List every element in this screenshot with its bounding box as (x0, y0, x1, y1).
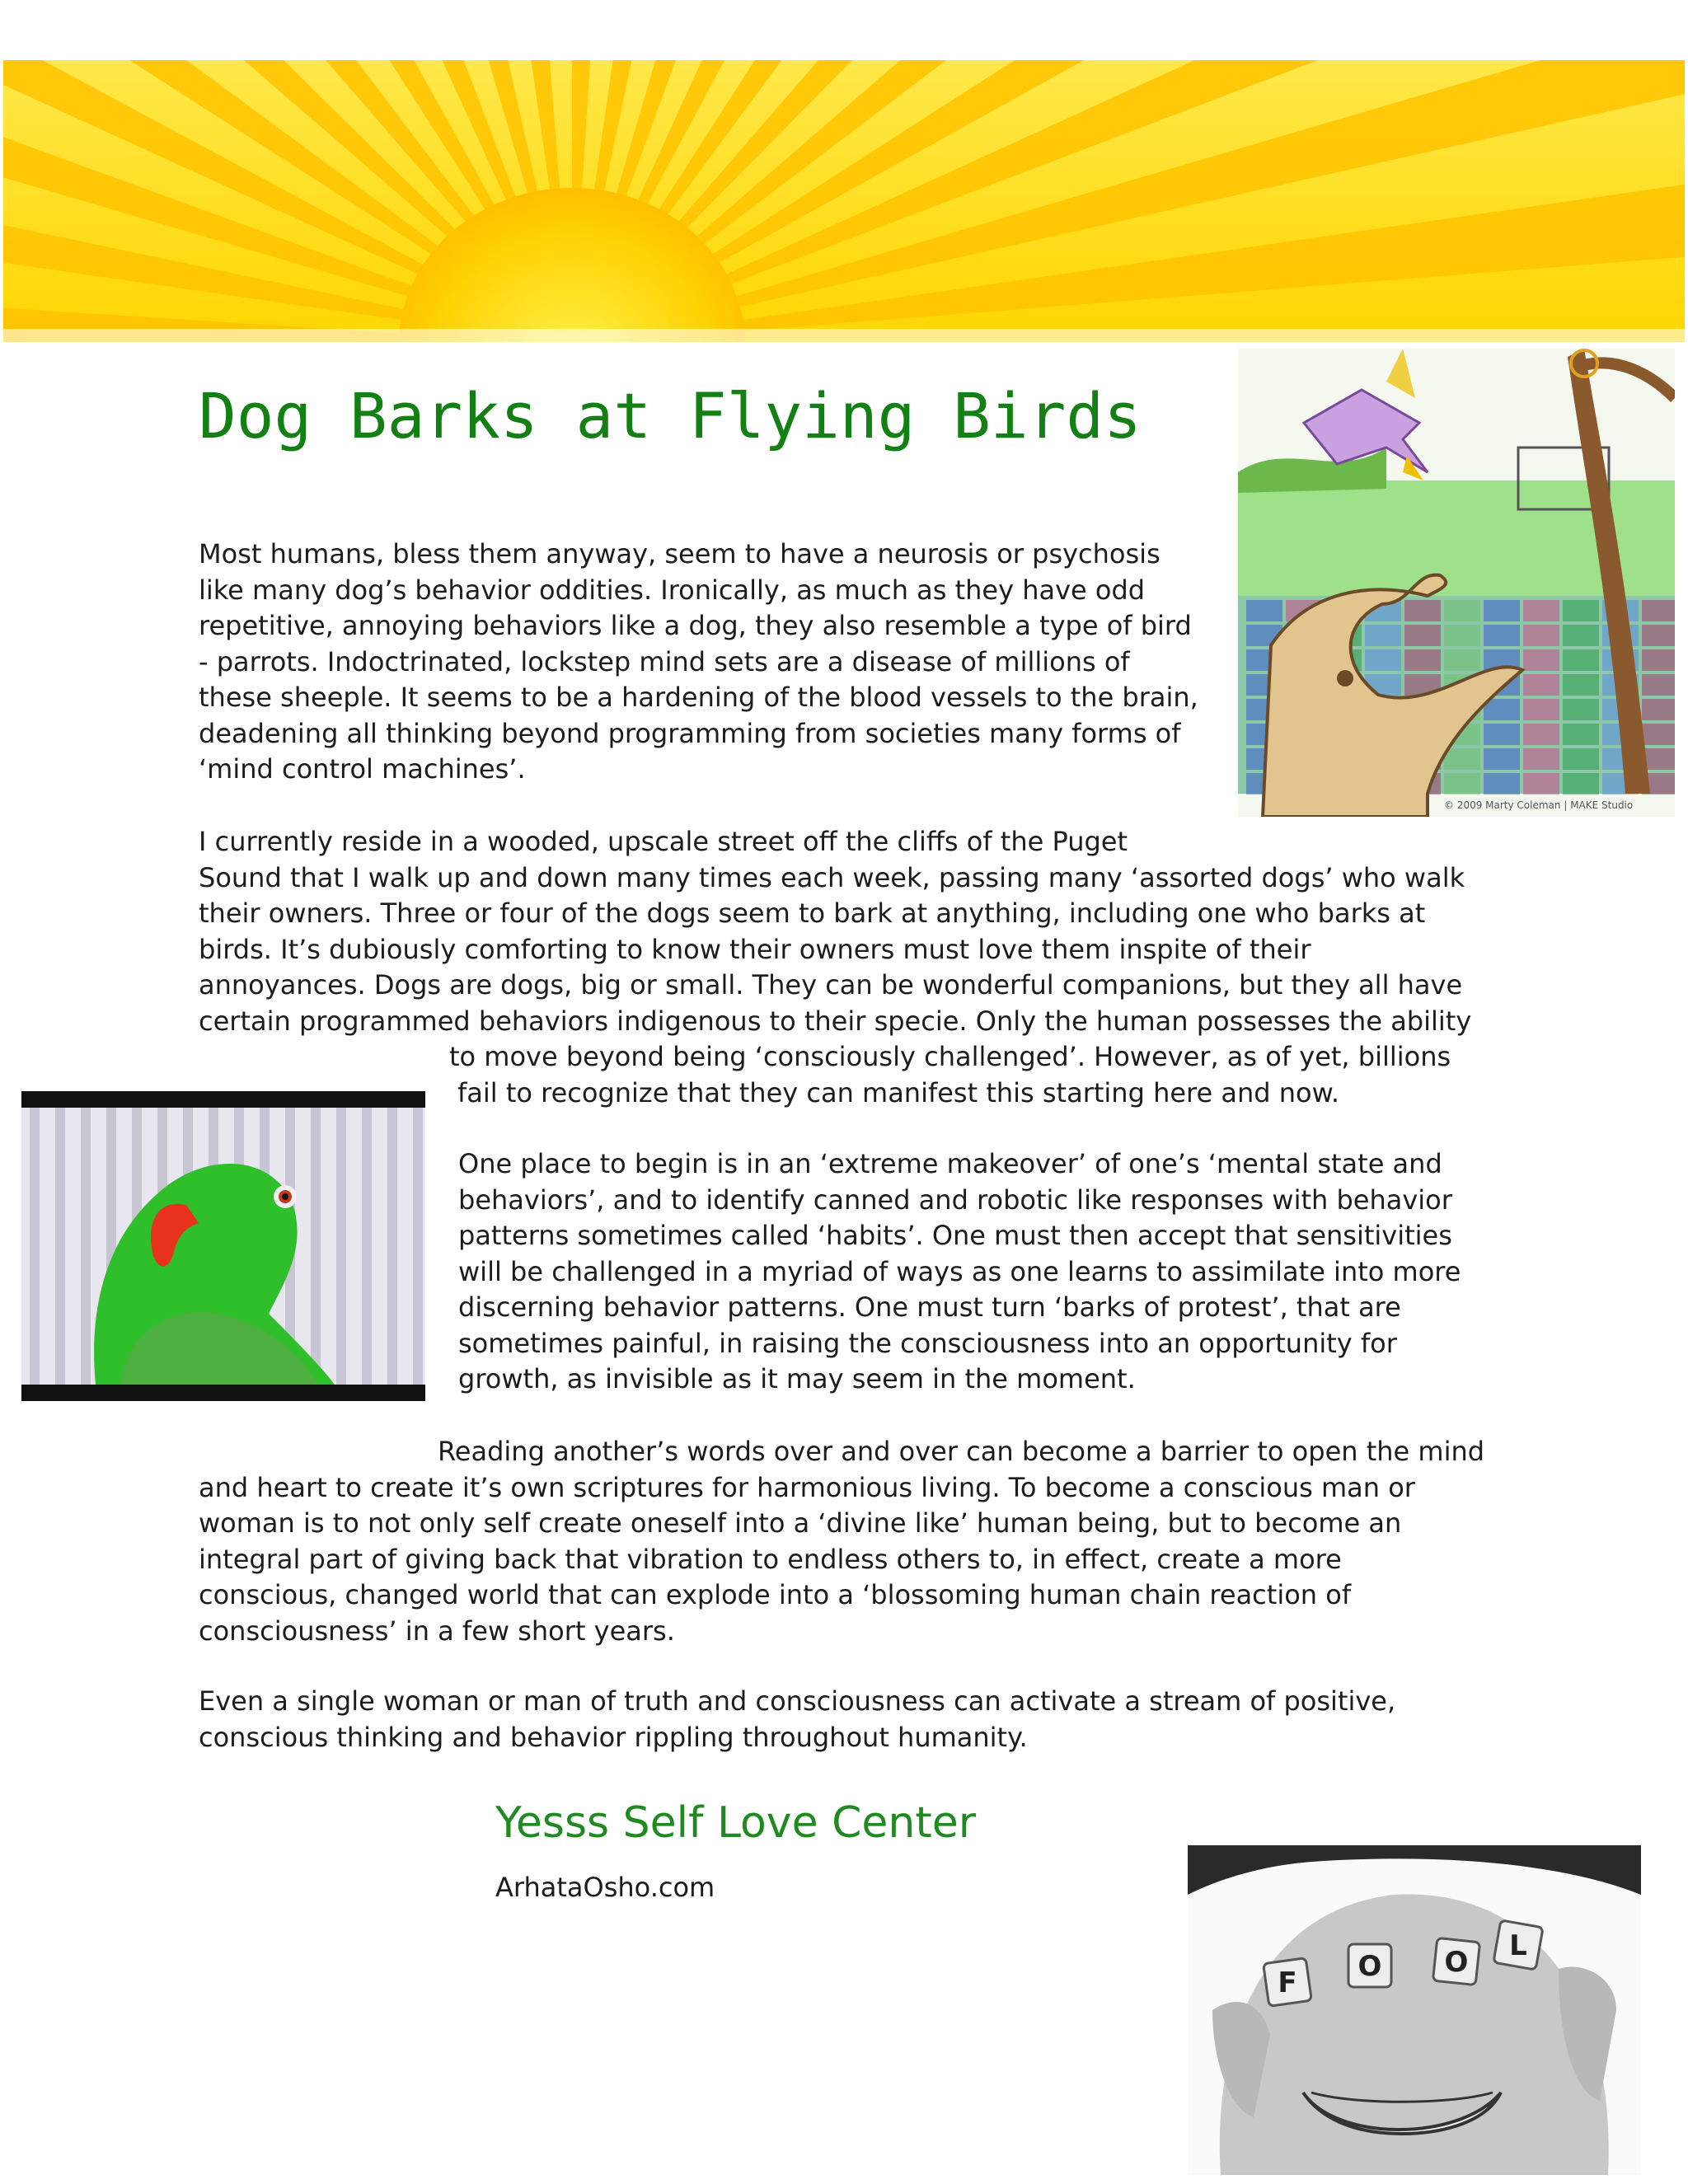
paragraph-3 (458, 1146, 1461, 1398)
fool-face-image (1188, 1845, 1641, 2175)
mosaic-tile (1563, 674, 1599, 696)
paragraph-2 (199, 824, 1471, 1111)
letter-tile-l (1493, 1920, 1543, 1970)
paragraph-3-line: sometimes painful, in raising the consciousness into an opportunity for (458, 1327, 1397, 1359)
cage-bar (30, 1108, 40, 1385)
mosaic-tile (1523, 625, 1559, 646)
paragraph-4-line: Reading another’s words over and over can become a barrier to open the mind (438, 1436, 1485, 1467)
paragraph-2-line: fail to recognize that they can manifest this starting here and now. (457, 1076, 1339, 1108)
paragraph-5-line: conscious thinking and behavior rippling throughout humanity. (199, 1721, 1028, 1753)
mosaic-tile (1563, 773, 1599, 794)
mosaic-tile (1642, 699, 1675, 720)
mosaic-tile (1563, 748, 1599, 770)
mosaic-tile (1523, 649, 1559, 671)
paragraph-1-line: Most humans, bless them anyway, seem to have a neurosis or psychosis (199, 538, 1160, 569)
tile-letter: L (1509, 1929, 1527, 1962)
paragraph-3-line: discerning behavior patterns. One must turn ‘barks of protest’, that are (458, 1291, 1401, 1323)
mosaic-tile (1642, 625, 1675, 646)
paragraph-4-line: conscious, changed world that can explode into a ‘blossoming human chain reaction of (199, 1579, 1352, 1610)
mosaic-tile (1484, 724, 1520, 745)
mosaic-tile (1642, 674, 1675, 696)
paragraph-3-line: behaviors’, and to identify canned and robotic like responses with behavior (458, 1183, 1452, 1216)
mosaic-tile (1444, 649, 1480, 671)
paragraph-2-line: I currently reside in a wooded, upscale street off the cliffs of the Puget (199, 826, 1128, 857)
dog-drawing-image (1238, 349, 1675, 817)
mosaic-tile (1563, 699, 1599, 720)
mosaic-tile (1484, 600, 1520, 621)
paragraph-4-line: consciousness’ in a few short years. (199, 1615, 675, 1647)
mosaic-tile (1404, 600, 1441, 621)
tile-letter: F (1278, 1966, 1297, 1999)
paragraph-3-line: growth, as invisible as it may seem in the moment. (458, 1363, 1136, 1394)
paragraph-2-line: their owners. Three or four of the dogs seem to bark at anything, including one who barks at (199, 898, 1426, 929)
mosaic-tile (1404, 625, 1441, 646)
signature-name: Yesss Self Love Center (495, 1798, 977, 1848)
sunburst-banner-graphic (3, 60, 1685, 342)
tile-letter: O (1444, 1946, 1469, 1979)
cage-bar (55, 1108, 65, 1385)
mosaic-tile (1642, 649, 1675, 671)
paragraph-1-line: these sheeple. It seems to be a hardening of the blood vessels to the brain, (199, 682, 1198, 713)
mosaic-tile (1246, 600, 1282, 621)
paragraph-1-line: - parrots. Indoctrinated, lockstep mind sets are a disease of millions of (199, 645, 1130, 677)
parrot-image (21, 1091, 425, 1401)
paragraph-2-line: to move beyond being ‘consciously challenged’. However, as of yet, billions (449, 1041, 1451, 1072)
paragraph-2-line: annoyances. Dogs are dogs, big or small. They can be wonderful companions, but they all have (199, 969, 1463, 1001)
cage-bar (311, 1108, 321, 1385)
mosaic-tile (1365, 649, 1401, 671)
paragraph-5-line: Even a single woman or man of truth and consciousness can activate a stream of positive, (199, 1685, 1396, 1717)
sunburst-banner (3, 60, 1685, 342)
cage-bar (81, 1108, 91, 1385)
paragraph-3-line: patterns sometimes called ‘habits’. One must then accept that sensitivities (458, 1220, 1452, 1251)
paragraph-4-line: and heart to create it’s own scriptures for harmonious living. To become a conscious man or (199, 1471, 1415, 1503)
mosaic-tile (1444, 748, 1480, 770)
letter-tile-o (1432, 1938, 1479, 1985)
mosaic-tile (1444, 625, 1480, 646)
dog-drawing-credit: © 2009 Marty Coleman | MAKE Studio (1444, 799, 1634, 811)
mosaic-tile (1523, 748, 1559, 770)
cage-bar (413, 1108, 423, 1385)
mosaic-tile (1563, 600, 1599, 621)
mosaic-tile (1523, 600, 1559, 621)
paragraph-4-line: woman is to not only self create oneself into a ‘divine like’ human being, but to become an (199, 1507, 1402, 1539)
page-title: Dog Barks at Flying Birds (199, 379, 1142, 452)
mosaic-tile (1484, 773, 1520, 794)
cage-bar (387, 1108, 397, 1385)
paragraph-2-line: birds. It’s dubiously comforting to know their owners must love them inspite of their (199, 933, 1311, 965)
mosaic-tile (1563, 724, 1599, 745)
mosaic-tile (1523, 724, 1559, 745)
letter-tile-o (1348, 1944, 1391, 1987)
mosaic-tile (1484, 748, 1520, 770)
paragraph-3-line: One place to begin is in an ‘extreme makeover’ of one’s ‘mental state and (458, 1148, 1442, 1179)
paragraph-1-line: deadening all thinking beyond programming from societies many forms of (199, 717, 1181, 749)
paragraph-2-line: Sound that I walk up and down many times each week, passing many ‘assorted dogs’ who walk (199, 861, 1465, 893)
mosaic-tile (1523, 773, 1559, 794)
paragraph-1 (199, 537, 1198, 788)
mosaic-tile (1404, 649, 1441, 671)
mosaic-tile (1563, 625, 1599, 646)
paragraph-1-line: ‘mind control machines’. (199, 753, 526, 785)
mosaic-tile (1523, 674, 1559, 696)
paragraph-4-line: integral part of giving back that vibration to endless others to, in effect, create a more (199, 1543, 1342, 1575)
mosaic-tile (1365, 625, 1401, 646)
paragraph-4 (199, 1434, 1484, 1649)
cage-bar (336, 1108, 346, 1385)
paragraph-3-line: will be challenged in a myriad of ways as one learns to assimilate into more (458, 1255, 1461, 1287)
letter-tile-f (1264, 1958, 1312, 2007)
mosaic-tile (1563, 649, 1599, 671)
mosaic-tile (1642, 724, 1675, 745)
paragraph-2-line: certain programmed behaviors indigenous to their specie. Only the human possesses the ability (199, 1005, 1472, 1037)
mosaic-tile (1444, 773, 1480, 794)
paragraph-5 (199, 1684, 1395, 1755)
mosaic-tile (1484, 625, 1520, 646)
mosaic-tile (1444, 600, 1480, 621)
cage-bar (362, 1108, 372, 1385)
paragraph-1-line: like many dog’s behavior oddities. Ironically, as much as they have odd (199, 574, 1146, 606)
tile-letter: O (1357, 1950, 1382, 1983)
mosaic-tile (1523, 699, 1559, 720)
mosaic-tile (1642, 600, 1675, 621)
paragraph-1-line: repetitive, annoying behaviors like a dog, they also resemble a type of bird (199, 610, 1192, 641)
signature-website: ArhataOsho.com (495, 1872, 715, 1903)
